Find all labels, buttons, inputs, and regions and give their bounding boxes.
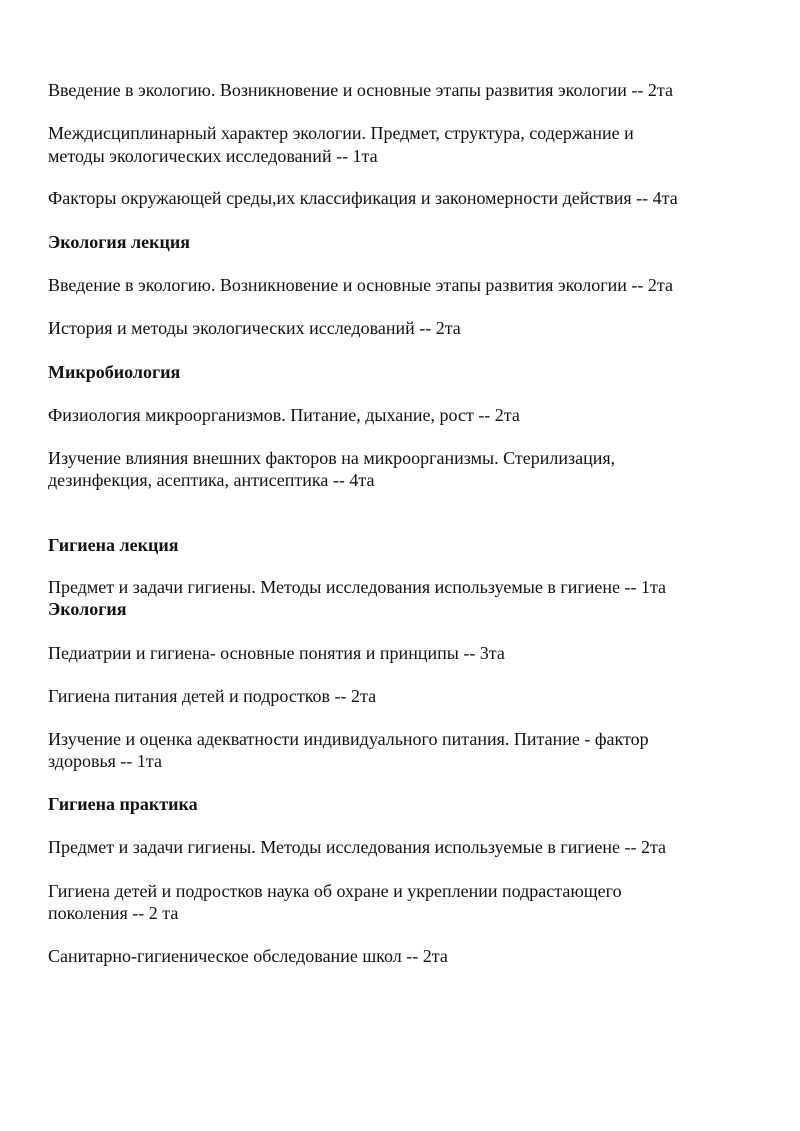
text-line: Предмет и задачи гигиены. Методы исследования используемые в гигиене -- 1та <box>48 577 667 597</box>
section-heading: Гигиена практика <box>48 794 198 814</box>
text-line: Педиатрии и гигиена- основные понятия и принципы -- 3та <box>48 643 505 663</box>
section-heading: Микробиология <box>48 362 181 382</box>
section-heading: Экология лекция <box>48 232 190 252</box>
text-line: Гигиена детей и подростков наука об охране и укреплении подрастающего <box>48 881 622 901</box>
text-line: Факторы окружающей среды,их классификация и закономерности действия -- 4та <box>48 188 678 208</box>
text-line: Изучение и оценка адекватности индивидуального питания. Питание - фактор <box>48 729 649 749</box>
text-line: Введение в экологию. Возникновение и основные этапы развития экологии -- 2та <box>48 275 673 295</box>
text-line: Физиология микроорганизмов. Питание, дыхание, рост -- 2та <box>48 405 520 425</box>
text-line: поколения -- 2 та <box>48 903 179 923</box>
text-line: Санитарно-гигиеническое обследование школ -- 2та <box>48 946 448 966</box>
text-line: Введение в экологию. Возникновение и основные этапы развития экологии -- 2та <box>48 80 673 100</box>
text-line: Междисциплинарный характер экологии. Предмет, структура, содержание и <box>48 123 634 143</box>
text-line: История и методы экологических исследований -- 2та <box>48 318 461 338</box>
text-line: Предмет и задачи гигиены. Методы исследования используемые в гигиене -- 2та <box>48 837 667 857</box>
text-line: дезинфекция, асептика, антисептика -- 4та <box>48 470 375 490</box>
text-line: Гигиена питания детей и подростков -- 2та <box>48 686 377 706</box>
text-line: методы экологических исследований -- 1та <box>48 146 378 166</box>
section-heading: Гигиена лекция <box>48 535 179 555</box>
text-line: здоровья -- 1та <box>48 751 162 771</box>
section-heading: Экология <box>48 599 127 619</box>
text-line: Изучение влияния внешних факторов на микроорганизмы. Стерилизация, <box>48 448 616 468</box>
